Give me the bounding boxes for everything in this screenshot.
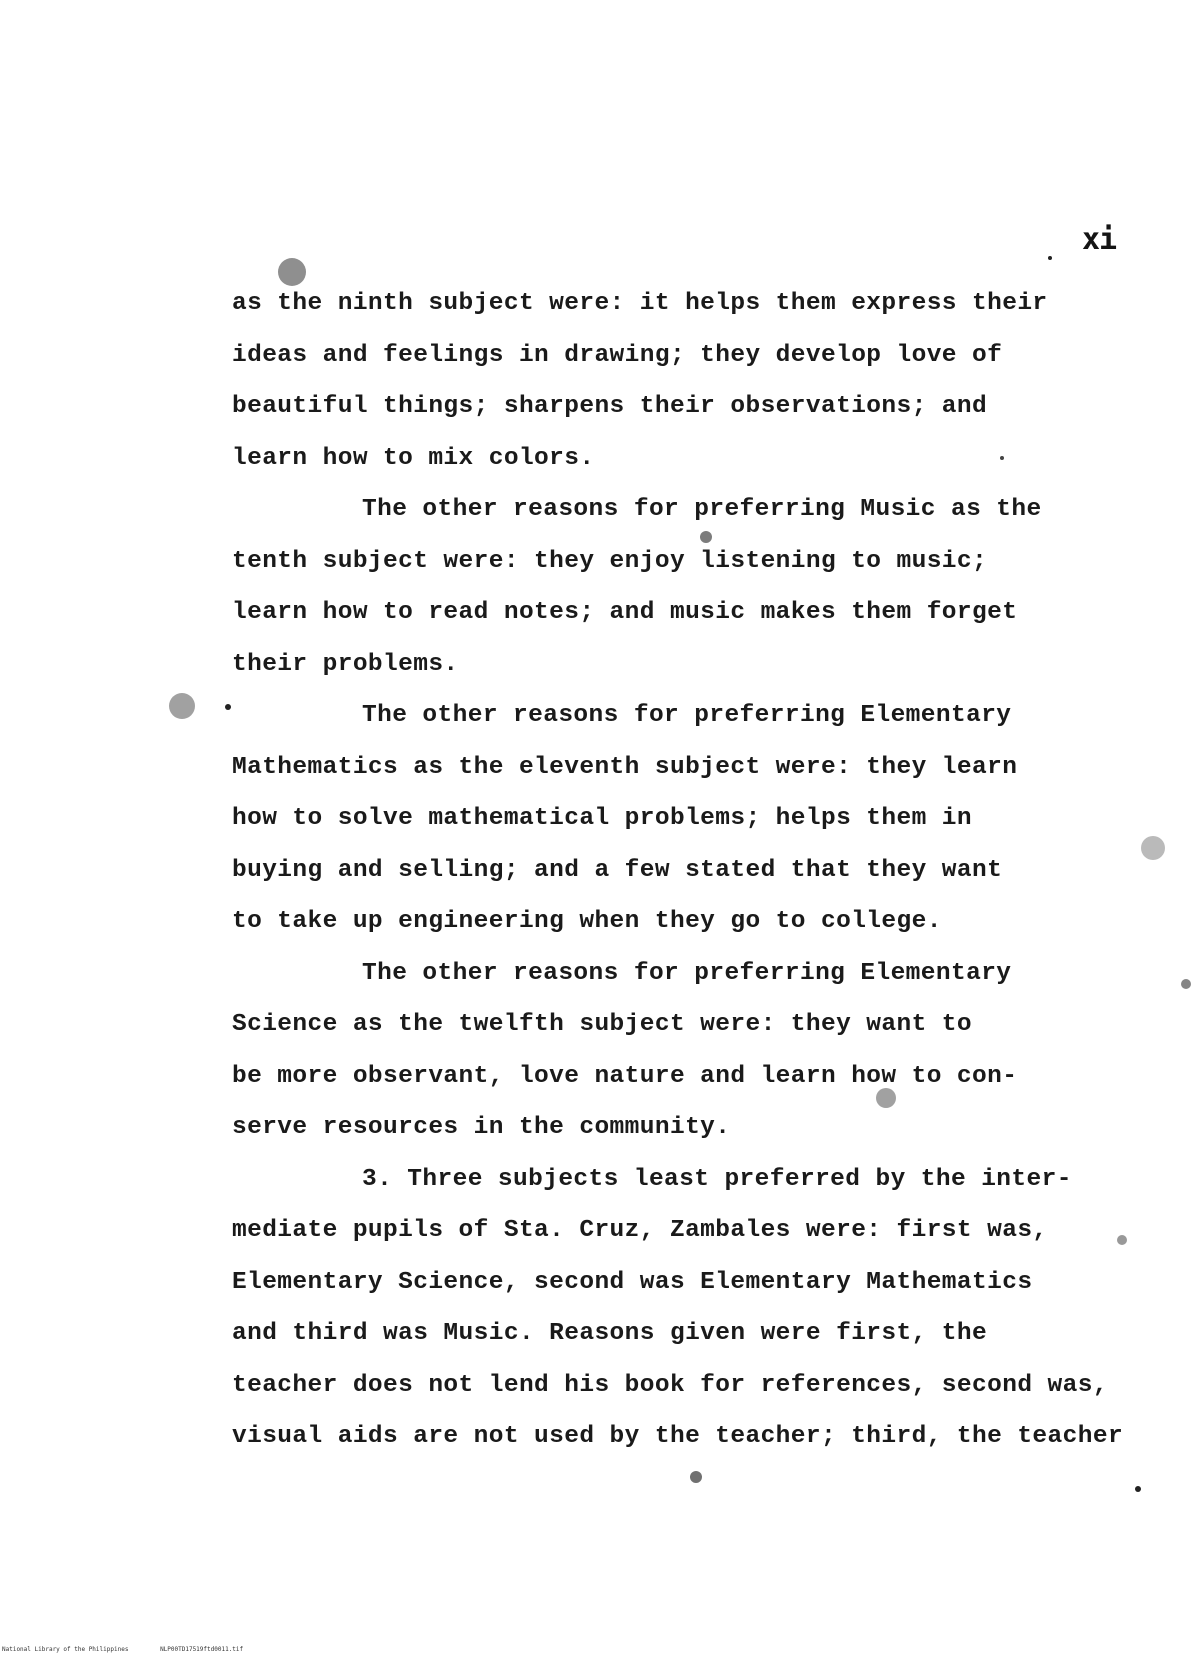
text-line: their problems. — [232, 650, 459, 678]
text-line: be more observant, love nature and learn how to con- — [232, 1062, 1018, 1090]
text-line: visual aids are not used by the teacher; third, the teacher — [232, 1423, 1124, 1450]
text-line: teacher does not lend his book for references, second was, — [232, 1371, 1108, 1399]
text-line: mediate pupils of Sta. Cruz, Zambales were: first was, — [232, 1217, 1048, 1244]
text-line: how to solve mathematical problems; helps them in — [232, 805, 973, 832]
text-line: Mathematics as the eleventh subject were: they learn — [232, 753, 1018, 781]
footer-library: National Library of the Philippines — [2, 1646, 129, 1653]
text-line: learn how to read notes; and music makes them forget — [232, 599, 1018, 626]
scan-footer — [2, 1646, 271, 1653]
paragraph-start-line: The other reasons for preferring Elementary — [362, 959, 1012, 987]
paragraph-start-line: 3. Three subjects least preferred by the inter- — [362, 1165, 1072, 1193]
text-line: beautiful things; sharpens their observations; and — [232, 393, 988, 420]
paragraph-start-line: The other reasons for preferring Elementary — [362, 702, 1012, 729]
text-line: to take up engineering when they go to college. — [232, 908, 942, 935]
text-line: and third was Music. Reasons given were first, the — [232, 1320, 988, 1347]
text-line: serve resources in the community. — [232, 1114, 731, 1141]
text-line: tenth subject were: they enjoy listening to music; — [232, 547, 988, 575]
text-line: buying and selling; and a few stated that they want — [232, 856, 1003, 884]
text-line: Science as the twelfth subject were: they want to — [232, 1011, 973, 1038]
text-line: ideas and feelings in drawing; they develop love of — [232, 341, 1003, 369]
text-line: Elementary Science, second was Elementary Mathematics — [232, 1268, 1033, 1296]
text-line: as the ninth subject were: it helps them express their — [232, 290, 1048, 317]
page-number: xi — [1082, 222, 1117, 257]
footer-filename: NLP00TD17519ftd0011.tif — [160, 1646, 244, 1653]
text-line: learn how to mix colors. — [232, 444, 595, 472]
body-text — [232, 278, 1124, 1463]
paragraph-start-line: The other reasons for preferring Music as the — [362, 496, 1042, 523]
